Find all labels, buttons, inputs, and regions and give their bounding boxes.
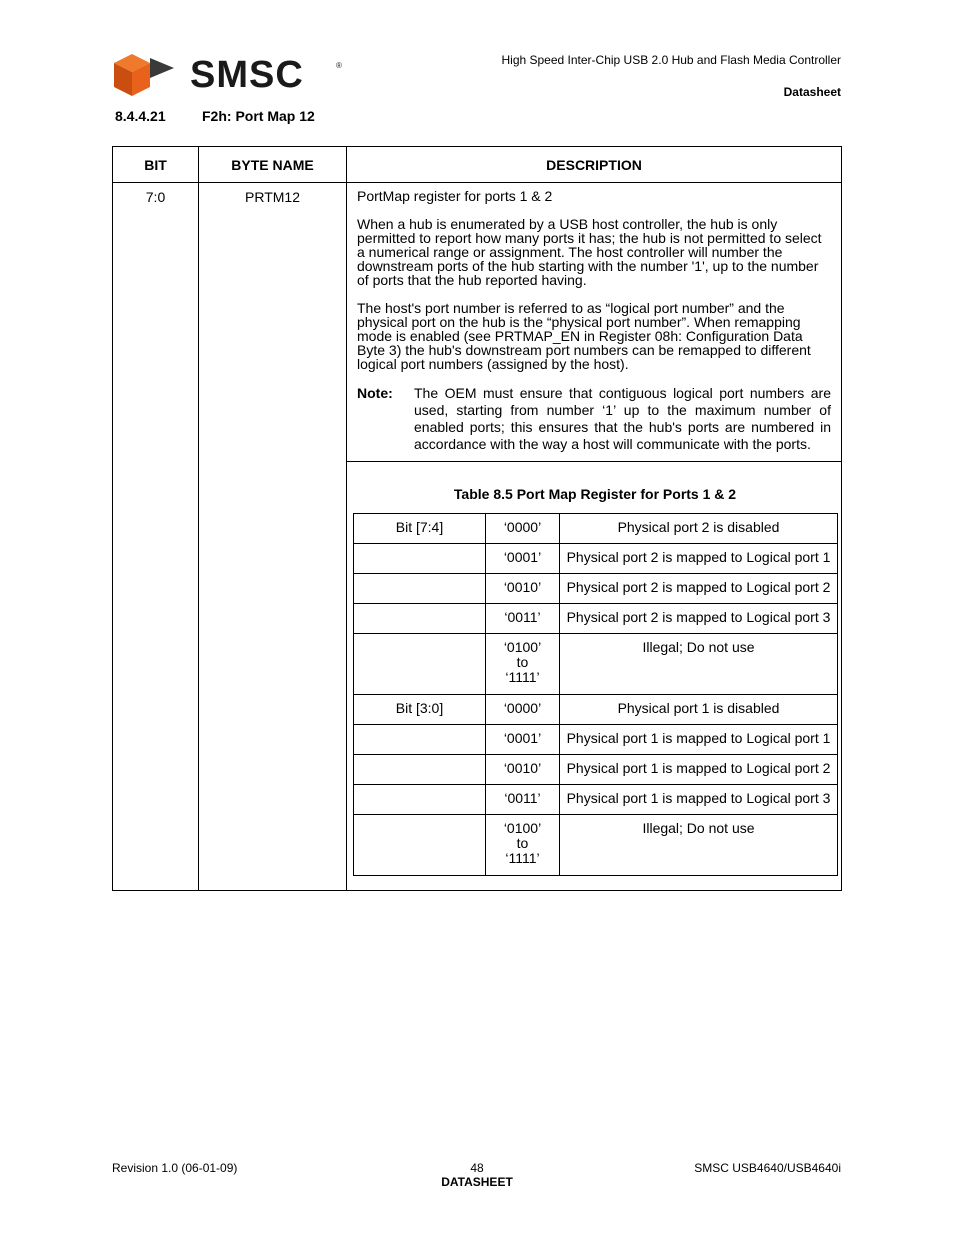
description-cell <box>347 183 842 462</box>
port-map-subtable-area <box>347 462 842 891</box>
meaning-cell: Physical port 2 is disabled <box>560 514 838 544</box>
register-table <box>112 146 842 891</box>
table-row <box>354 634 838 695</box>
meaning-cell: Physical port 1 is disabled <box>560 695 838 725</box>
svg-text:®: ® <box>336 61 342 70</box>
table-row <box>354 815 838 876</box>
code-cell: ‘0000’ <box>486 695 560 725</box>
code-cell: ‘0001’ <box>486 725 560 755</box>
code-line: ‘1111’ <box>505 669 540 685</box>
header-row <box>113 147 842 183</box>
byte-name-cell: PRTM12 <box>199 183 347 891</box>
code-cell: ‘0011’ <box>486 785 560 815</box>
meaning-cell: Physical port 2 is mapped to Logical port 1 <box>560 544 838 574</box>
note-text: The OEM must ensure that contiguous logical port numbers are used, starting from number ‘1’ up to the maximum number of enabled ports; this ensures that the hub's ports are numbered in accordance with the way a host will communicate with the ports. <box>414 385 831 452</box>
table-row <box>113 183 842 462</box>
code-cell: ‘0001’ <box>486 544 560 574</box>
bits-cell <box>354 785 486 815</box>
table-row <box>354 725 838 755</box>
code-cell: ‘0000’ <box>486 514 560 544</box>
code-cell <box>486 815 560 876</box>
port-map-table <box>353 513 838 876</box>
header-byte-name: BYTE NAME <box>199 147 347 183</box>
note-label: Note: <box>357 385 393 401</box>
code-line: to <box>516 835 529 851</box>
meaning-cell: Physical port 2 is mapped to Logical port 3 <box>560 604 838 634</box>
footer-revision: Revision 1.0 (06-01-09) <box>112 1161 238 1175</box>
table-row <box>354 755 838 785</box>
table-row <box>354 604 838 634</box>
bits-cell <box>354 574 486 604</box>
desc-paragraph: When a hub is enumerated by a USB host controller, the hub is only permitted to report how many ports it has; the hub is not permitted to select a numerical range or assignment. The host controller will number the downstream ports of the hub starting with the number '1', up to the number of ports that the hub reported having. <box>357 216 822 288</box>
footer-label: DATASHEET <box>441 1175 513 1189</box>
meaning-cell: Illegal; Do not use <box>560 634 838 695</box>
code-cell: ‘0011’ <box>486 604 560 634</box>
smsc-logo <box>114 54 346 96</box>
table-row <box>354 574 838 604</box>
code-cell: ‘0010’ <box>486 574 560 604</box>
bits-cell <box>354 755 486 785</box>
code-line: ‘1111’ <box>505 850 540 866</box>
table-row <box>354 544 838 574</box>
meaning-cell: Physical port 1 is mapped to Logical port 3 <box>560 785 838 815</box>
section-title: F2h: Port Map 12 <box>202 108 315 124</box>
section-number: 8.4.4.21 <box>115 108 166 124</box>
code-line: ‘0100’ <box>503 639 542 655</box>
document-title: High Speed Inter-Chip USB 2.0 Hub and Flash Media Controller <box>501 53 841 67</box>
svg-text:SMSC: SMSC <box>190 54 304 96</box>
bit-cell: 7:0 <box>113 183 199 891</box>
bits-cell: Bit [7:4] <box>354 514 486 544</box>
table-row <box>354 785 838 815</box>
header-description: DESCRIPTION <box>347 147 842 183</box>
section-heading <box>115 108 315 124</box>
desc-paragraph: The host's port number is referred to as “logical port number” and the physical port on the hub is the “physical port number”. When remapping mode is enabled (see PRTMAP_EN in Register 08h: Configuration Data Byte 3) the hub's downstream port numbers can be remapped to different logical port numbers (assigned by the host). <box>357 300 811 372</box>
meaning-cell: Physical port 1 is mapped to Logical port 1 <box>560 725 838 755</box>
desc-paragraph: PortMap register for ports 1 & 2 <box>357 188 553 204</box>
page-number: 48 <box>470 1161 484 1175</box>
bits-cell <box>354 604 486 634</box>
bits-cell <box>354 634 486 695</box>
footer-product: SMSC USB4640/USB4640i <box>694 1161 841 1175</box>
bits-cell <box>354 815 486 876</box>
meaning-cell: Physical port 1 is mapped to Logical port 2 <box>560 755 838 785</box>
header-bit: BIT <box>113 147 199 183</box>
table-row <box>354 695 838 725</box>
subtable-caption: Table 8.5 Port Map Register for Ports 1 & 2 <box>453 486 737 502</box>
bits-cell <box>354 544 486 574</box>
meaning-cell: Physical port 2 is mapped to Logical port 2 <box>560 574 838 604</box>
meaning-cell: Illegal; Do not use <box>560 815 838 876</box>
table-row <box>354 514 838 544</box>
bits-cell <box>354 725 486 755</box>
document-subtitle: Datasheet <box>783 85 841 99</box>
code-cell <box>486 634 560 695</box>
code-cell: ‘0010’ <box>486 755 560 785</box>
bits-cell: Bit [3:0] <box>354 695 486 725</box>
code-line: ‘0100’ <box>503 820 542 836</box>
code-line: to <box>516 654 529 670</box>
note <box>357 385 831 461</box>
